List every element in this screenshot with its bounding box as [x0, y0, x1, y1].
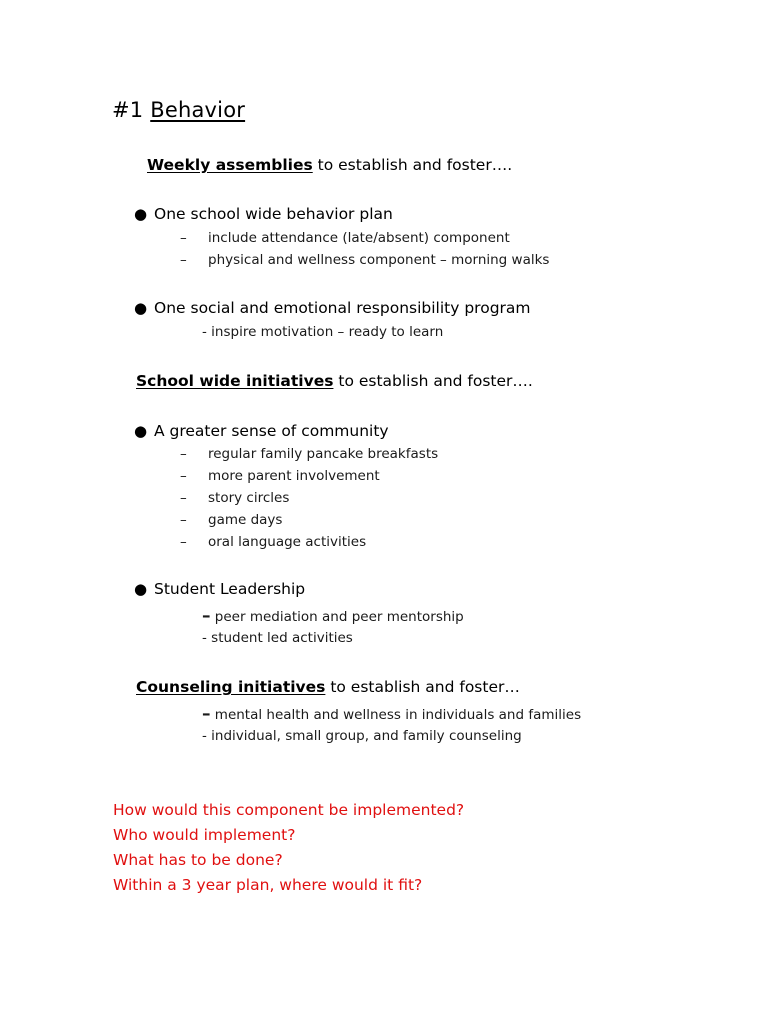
sub-item: – more parent involvement — [180, 468, 380, 484]
bullet-item: ● A greater sense of community — [134, 422, 389, 440]
section-heading-weekly-assemblies: Weekly assemblies to establish and foster…. — [147, 156, 513, 174]
bullet-item: ● Student Leadership — [134, 580, 306, 598]
question-line: How would this component be implemented? — [113, 801, 465, 819]
section-heading-counseling-initiatives: Counseling initiatives to establish and foster… — [136, 678, 520, 696]
bullet-icon: ● — [134, 580, 148, 598]
sub-item: – story circles — [180, 490, 290, 506]
question-line: What has to be done? — [113, 851, 283, 869]
section-heading-school-wide-initiatives: School wide initiatives to establish and foster…. — [136, 372, 533, 390]
bullet-icon: ● — [134, 299, 148, 317]
sub-item: – regular family pancake breakfasts — [180, 446, 439, 462]
sub-item: – peer mediation and peer mentorship — [202, 606, 464, 626]
sub-item: – mental health and wellness in individuals and families — [202, 704, 582, 724]
bullet-icon: ● — [134, 422, 148, 440]
bullet-item: ● One social and emotional responsibility program — [134, 299, 531, 317]
sub-item: – oral language activities — [180, 534, 367, 550]
sub-item: - inspire motivation – ready to learn — [202, 324, 444, 340]
bullet-icon: ● — [134, 205, 148, 223]
sub-item: - student led activities — [202, 630, 353, 646]
bullet-item: ● One school wide behavior plan — [134, 205, 393, 223]
page-title: #1 Behavior — [112, 98, 246, 122]
sub-item: – include attendance (late/absent) component — [180, 230, 510, 246]
sub-item: – physical and wellness component – morning walks — [180, 252, 550, 268]
question-line: Who would implement? — [113, 826, 296, 844]
question-line: Within a 3 year plan, where would it fit? — [113, 876, 423, 894]
sub-item: – game days — [180, 512, 283, 528]
sub-item: - individual, small group, and family counseling — [202, 728, 522, 744]
